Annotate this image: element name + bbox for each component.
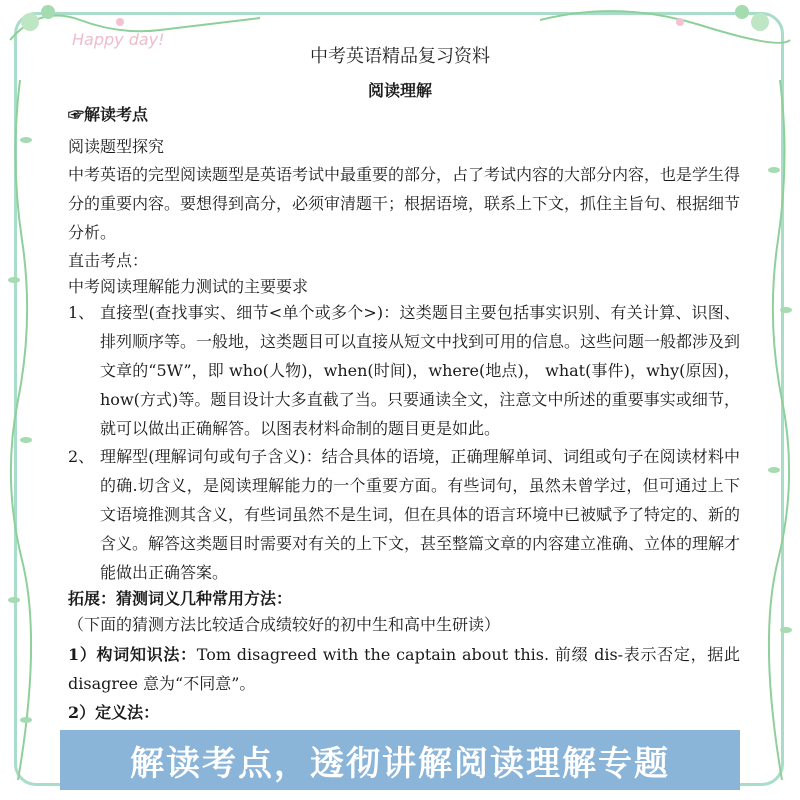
document-subtitle: 阅读理解: [367, 81, 432, 100]
document-title: 中考英语精品复习资料: [310, 46, 490, 67]
happy-day-watermark: Happy day!: [72, 30, 165, 49]
intro-paragraph: 中考英语的完型阅读题型是英语考试中最重要的部分，占了考试内容的大部分内容，也是学生得分的重要内容。要想得到高分，必须审清题干；根据语境，联系上下文，抓住主旨句、根据细节分析。: [68, 165, 741, 242]
method1-label: 1）构词知识法：: [68, 645, 197, 664]
item2-number: 2、: [68, 447, 95, 466]
item1-number: 1、: [68, 303, 95, 322]
extend-note: （下面的猜测方法比较适合成绩较好的初中生和高中生研读）: [68, 615, 501, 634]
extend-heading: 拓展：猜测词义几种常用方法：: [68, 589, 293, 608]
banner-text: 解读考点，透彻讲解阅读理解专题: [130, 743, 670, 784]
item2-paragraph: 理解型(理解词句或句子含义)：结合具体的语境，正确理解单词、词组或句子在阅读材料中的确.切含义，是阅读理解能力的一个重要方面。有些词句，虽然未曾学过，但可通过上下文语境推测其含义，有些词虽然不是生词，但在具体的语言环境中已被赋予了特定的、新的含义。解答这类题目时需要对有关的上下文，甚至整篇文章的内容建立准确、立体的理解才能做出正确答案。: [100, 447, 741, 582]
section-heading-interpret: ☞解读考点: [68, 105, 149, 124]
item1-paragraph: 直接型(查找事实、细节<单个或多个>)：这类题目主要包括事实识别、有关计算、识图、排列顺序等。一般地，这类题目可以直接从短文中找到可用的信息。这些问题一般都涉及到文章的“5W”，即 who(人物)，when(时间)，where(地点)， what(事件)，why(原因)，how(方式)等。题目设计大多直截了当。只要通读全文，注意文中所述的重要事实或细节，就可以做出正确解答。以图表材料命制的题目更是如此。: [100, 303, 741, 438]
requirements-heading: 中考阅读理解能力测试的主要要求: [68, 277, 309, 296]
direct-points-label: 直击考点：: [68, 251, 149, 270]
method2-label: 2）定义法：: [68, 703, 160, 722]
vine-decoration-left: [6, 80, 34, 780]
method1-text: Tom disagreed with the captain about this. 前缀 dis-表示否定，据此 disagree 意为“不同意”。: [68, 645, 740, 693]
promo-banner: [60, 730, 740, 790]
vine-decoration-right: [766, 80, 794, 780]
section-heading-types: 阅读题型探究: [68, 137, 165, 156]
method1-paragraph: [68, 640, 740, 698]
